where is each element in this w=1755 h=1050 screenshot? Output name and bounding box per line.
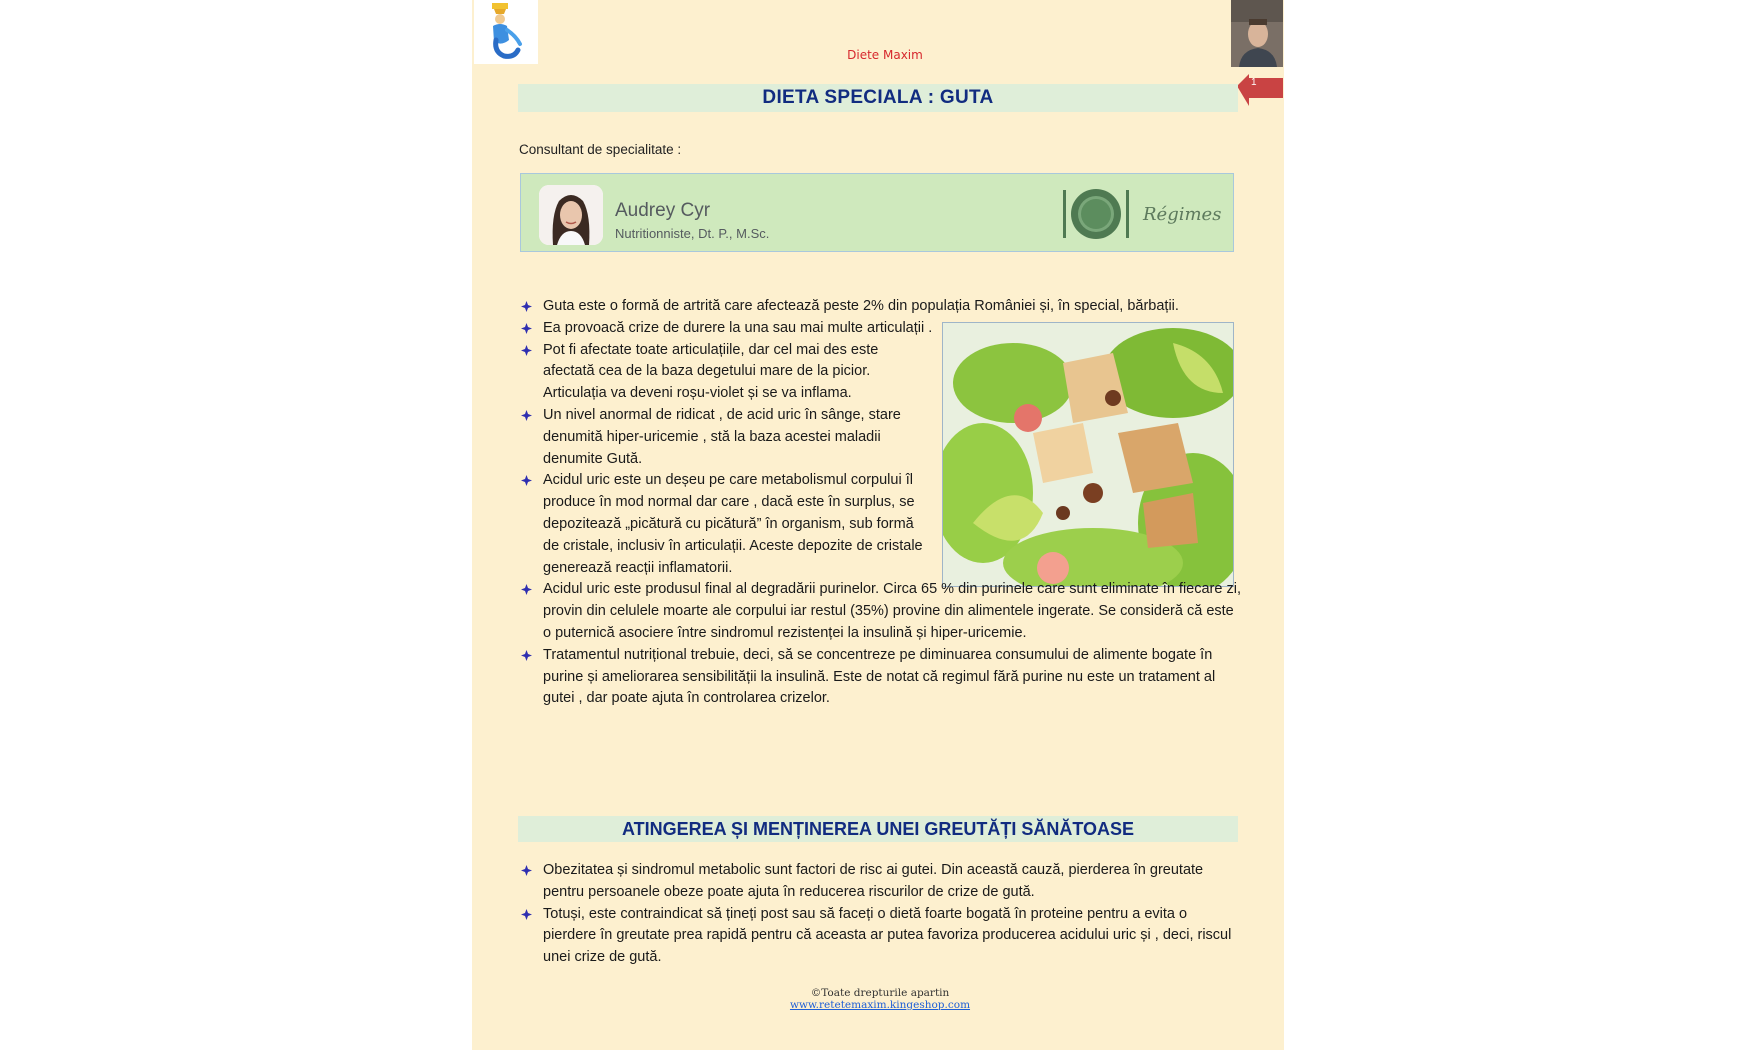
diamond-bullet-icon (521, 865, 532, 876)
footer-text: ©Toate drepturile apartin (810, 987, 950, 999)
list-item: Guta este o formă de artrită care afectează peste 2% din populația României și, în special, bărbații. (519, 296, 1241, 318)
section-title: ATINGEREA ȘI MENȚINEREA UNEI GREUTĂȚI SĂNĂTOASE (621, 819, 1135, 839)
list-item: Ea provoacă crize de durere la una sau mai multe articulații . (519, 318, 933, 340)
diamond-bullet-icon (521, 584, 532, 595)
diamond-bullet-icon (521, 475, 532, 486)
diamond-bullet-icon (521, 301, 532, 312)
slide-number: 1 (1251, 77, 1257, 88)
slide-number-badge (1235, 72, 1285, 100)
page-title: DIETA SPECIALA : GUTA (762, 87, 994, 108)
footer-link[interactable]: www.retetemaxim.kingeshop.com (789, 999, 971, 1011)
webcam-thumbnail (1231, 0, 1283, 67)
brand-text: Régimes (1143, 204, 1222, 225)
list-item: Acidul uric este un deșeu pe care metabolismul corpului îl produce în mod normal dar care , dacă este în surplus, se depozitează „picătură cu picătură” în organism, sub formă de cristale, inclusiv în articulații. Aceste depozite de cristale generează reacții inflamatorii. (519, 470, 933, 579)
bullet-list-2 (519, 860, 1241, 969)
diamond-bullet-icon (521, 410, 532, 421)
diamond-bullet-icon (521, 909, 532, 920)
list-item: Tratamentul nutrițional trebuie, deci, să se concentreze pe diminuarea consumului de alimente bogate în purine și ameliorarea sensibilității la insulină. Este de notat că regimul fără purine nu este un tratament al gutei , dar poate ajuta în controlarea crizelor. (519, 645, 1241, 710)
consultant-name: Audrey Cyr (615, 200, 711, 221)
diamond-bullet-icon (521, 345, 532, 356)
list-item: Pot fi afectate toate articulațiile, dar cel mai des este afectată cea de la baza degetului mare de la picior. Articulația va deveni roșu-violet și se va inflama. (519, 340, 933, 405)
logo (474, 0, 538, 64)
plate-icon (1061, 186, 1131, 242)
diamond-bullet-icon (521, 650, 532, 661)
footer (720, 987, 1040, 1011)
avatar (539, 185, 603, 245)
list-item: Un nivel anormal de ridicat , de acid uric în sânge, stare denumită hiper-uricemie , stă la baza acestei maladii denumite Gută. (519, 405, 933, 470)
consultant-credentials: Nutritionniste, Dt. P., M.Sc. (615, 226, 770, 241)
title-band (518, 84, 1238, 112)
consultant-label: Consultant de specialitate : (519, 142, 682, 157)
list-item: Totuși, este contraindicat să țineți post sau să faceți o dietă foarte bogată în proteine pentru a evita o pierdere în greutate prea rapidă pentru că aceasta ar putea favoriza producerea acidului uric și , deci, riscul unei crize de gută. (519, 904, 1241, 969)
diamond-bullet-icon (521, 323, 532, 334)
bullet-list (519, 296, 1241, 710)
header-label: Diete Maxim (847, 48, 923, 62)
section-band (518, 816, 1238, 842)
consultant-card (520, 173, 1234, 252)
list-item: Obezitatea și sindromul metabolic sunt factori de risc ai gutei. Din această cauză, pierderea în greutate pentru persoanele obeze poate ajuta în reducerea riscurilor de crize de gută. (519, 860, 1241, 904)
list-item: Acidul uric este produsul final al degradării purinelor. Circa 65 % din purinele care sunt eliminate în fiecare zi, provin din celulele moarte ale corpului iar restul (35%) provine din alimentele ingerate. Se consideră că este o puternică asociere între sindromul rezistenței la insulină și hiper-uricemie. (519, 579, 1241, 644)
